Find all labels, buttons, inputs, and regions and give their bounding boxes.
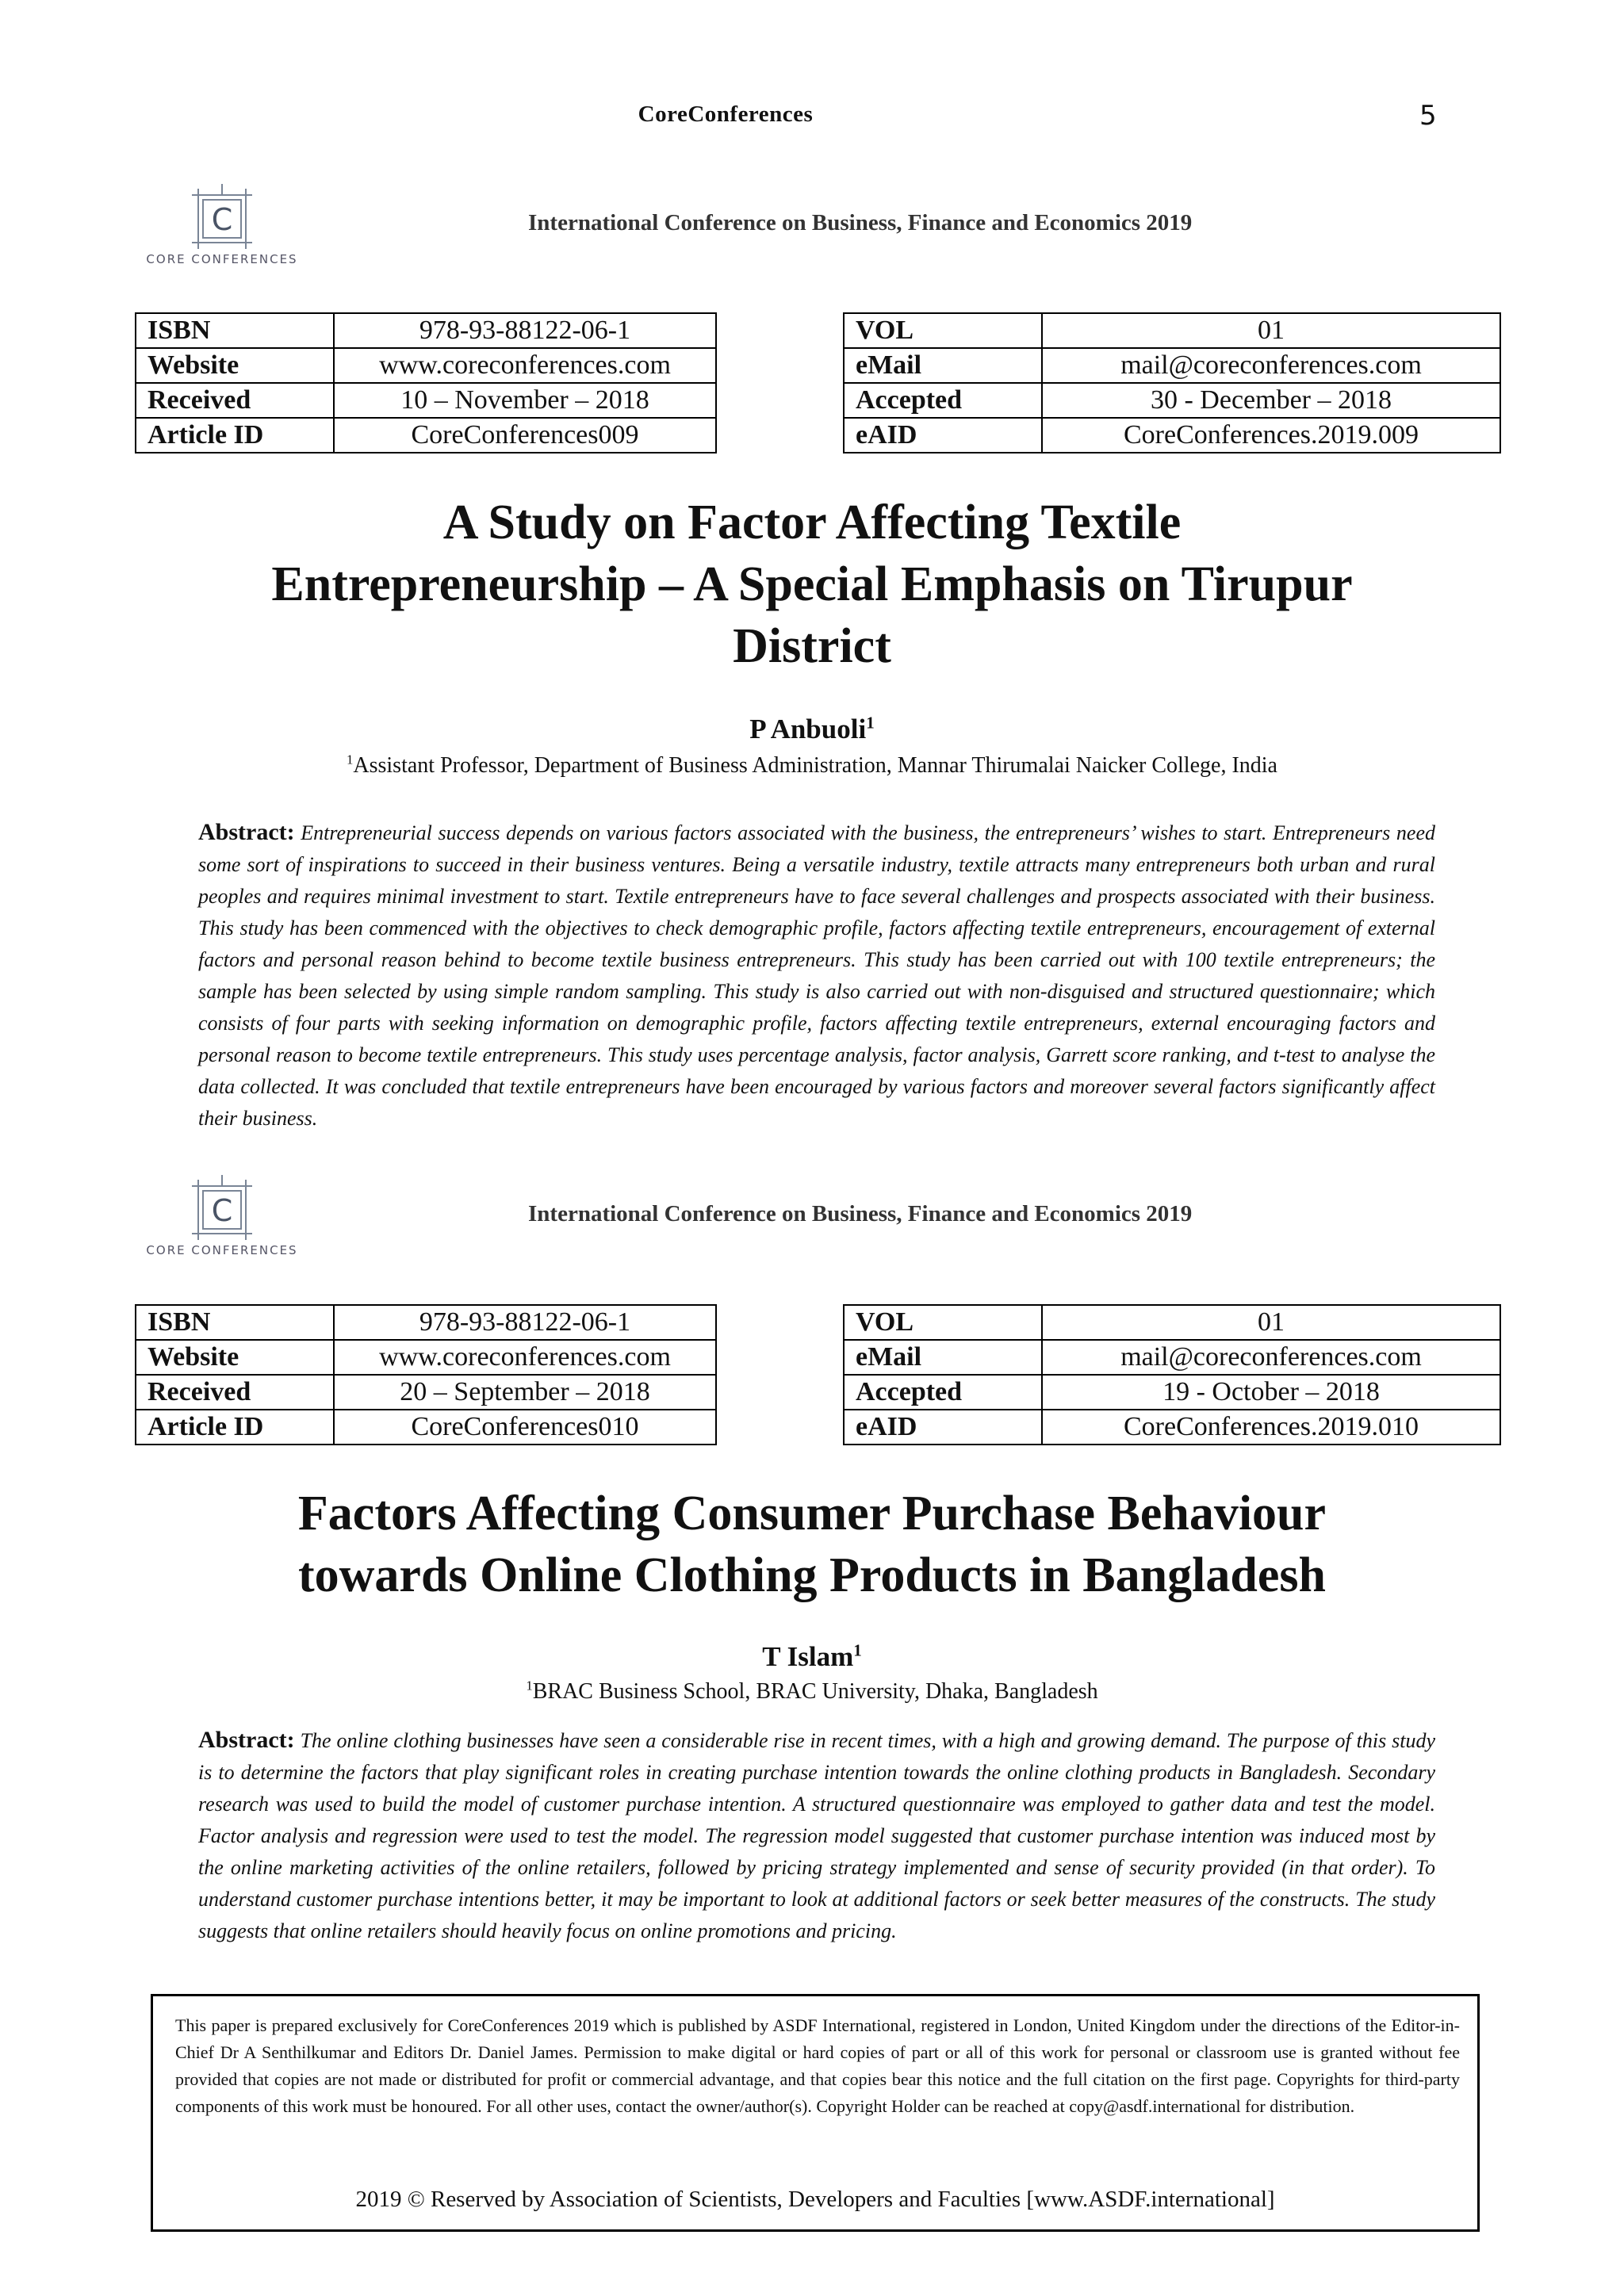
paper-2-abstract: Abstract: The online clothing businesses have seen a considerable rise in recent times, with a high and growing demand. The purpose of this study is to determine the factors that play significant roles in creating purchase intention towards the online clothing products in Bangladesh. Secondary research was used to build the model of customer purchase intention. A structured questionnaire was employed to gather data and test the model. Factor analysis and regression were used to test the model. The regression model suggested that customer purchase intention was induced most by the online marketing activities of the online retailers, followed by pricing strategy implemented and sense of security provided (in that order). To understand customer purchase intentions better, it may be important to look at additional factors or seek better measures of the constructs. The study suggests that online retailers should heavily focus on online promotions and pricing. (198, 1727, 1435, 1942)
logo-caption: CORE CONFERENCES (146, 1243, 298, 1257)
paper-1-meta-right: VOL 01 eMail mail@coreconferences.com Accepted 30 - December – 2018 eAID CoreConferences.2019.009 (843, 312, 1501, 453)
paper-1-title: A Study on Factor Affecting Textile Entrepreneurship – A Special Emphasis on Tirupur District (271, 496, 1353, 673)
core-conferences-logo (135, 1172, 309, 1267)
running-title: CoreConferences (638, 101, 814, 127)
paper-1-meta-left: ISBN 978-93-88122-06-1 Website www.coreconferences.com Received 10 – November – 2018 Article ID CoreConferences009 (135, 312, 717, 453)
paper-1-affiliation: $^1$Assistant Professor, Department of Business Administration, Mannar Thirumalai Naicker College, India (347, 752, 1277, 778)
copyright-notice-box (151, 1994, 1480, 2232)
logo-emblem-icon (135, 1172, 309, 1245)
paper-2-affiliation: $^1$BRAC Business School, BRAC University, Dhaka, Bangladesh (526, 1678, 1098, 1704)
paper-2-title: Factors Affecting Consumer Purchase Behaviour towards Online Clothing Products in Bangladesh (297, 1487, 1327, 1602)
permission-notice: This paper is prepared exclusively for CoreConferences 2019 which is published by ASDF International, registered in London, United Kingdom under the directions of the Editor-in-Chief Dr A Senthilkumar and Editors Dr. Daniel James. Permission to make digital or hard copies of part or all of this work for personal or classroom use is granted without fee provided that copies are not made or distributed for profit or commercial advantage, and that copies bear this notice and the full citation on the first page. Copyrights for third-party components of this work must be honoured. For all other uses, contact the owner/author(s). Copyright Holder can be reached at copy@asdf.international for distribution. (175, 2015, 1460, 2116)
logo-emblem-icon (135, 181, 309, 254)
conference-name: International Conference on Business, Finance and Economics 2019 (528, 1201, 1193, 1226)
svg-text:C: C (211, 1193, 233, 1228)
core-conferences-logo (135, 181, 309, 276)
conference-name: International Conference on Business, Finance and Economics 2019 (528, 210, 1193, 235)
paper-1-author: P Anbuoli$^1$ (749, 713, 875, 744)
paper-2-author: T Islam$^1$ (762, 1640, 862, 1672)
paper-1-abstract: Abstract: Entrepreneurial success depends on various factors associated with the business, the entrepreneurs’ wishes to start. Entrepreneurs need some sort of inspirations to succeed in their business ventures. Being a versatile industry, textile attracts many entrepreneurs both urban and rural peoples and requires minimal investment to start. Textile entrepreneurs have to face several challenges and prospects associated with their business. This study has been commenced with the objectives to check demographic profile, factors affecting textile entrepreneurs, encouragement of external factors and personal reason behind to become textile business entrepreneurs. This study has been carried out with 100 textile entrepreneurs; the sample has been selected by using simple random sampling. This study is also carried out with non-disguised and structured questionnaire; which consists of four parts with seeking information on demographic profile, factors affecting textile entrepreneurs, external encouraging factors and personal reason to become textile entrepreneurs. This study uses percentage analysis, factor analysis, Garrett score ranking, and t-test to analyse the data collected. It was concluded that textile entrepreneurs have been encouraged by various factors and moreover several factors significantly affect their business. (198, 819, 1435, 1130)
copyright-line: 2019 © Reserved by Association of Scientists, Developers and Faculties [www.ASDF.international] (355, 2187, 1275, 2212)
paper-2-meta-left: ISBN 978-93-88122-06-1 Website www.coreconferences.com Received 20 – September – 2018 Article ID CoreConferences010 (135, 1304, 717, 1445)
logo-caption: CORE CONFERENCES (146, 252, 298, 266)
paper-2-meta-right: VOL 01 eMail mail@coreconferences.com Accepted 19 - October – 2018 eAID CoreConferences.2019.010 (843, 1304, 1501, 1445)
svg-text:C: C (211, 202, 233, 237)
page-number: 5 (1419, 100, 1437, 132)
